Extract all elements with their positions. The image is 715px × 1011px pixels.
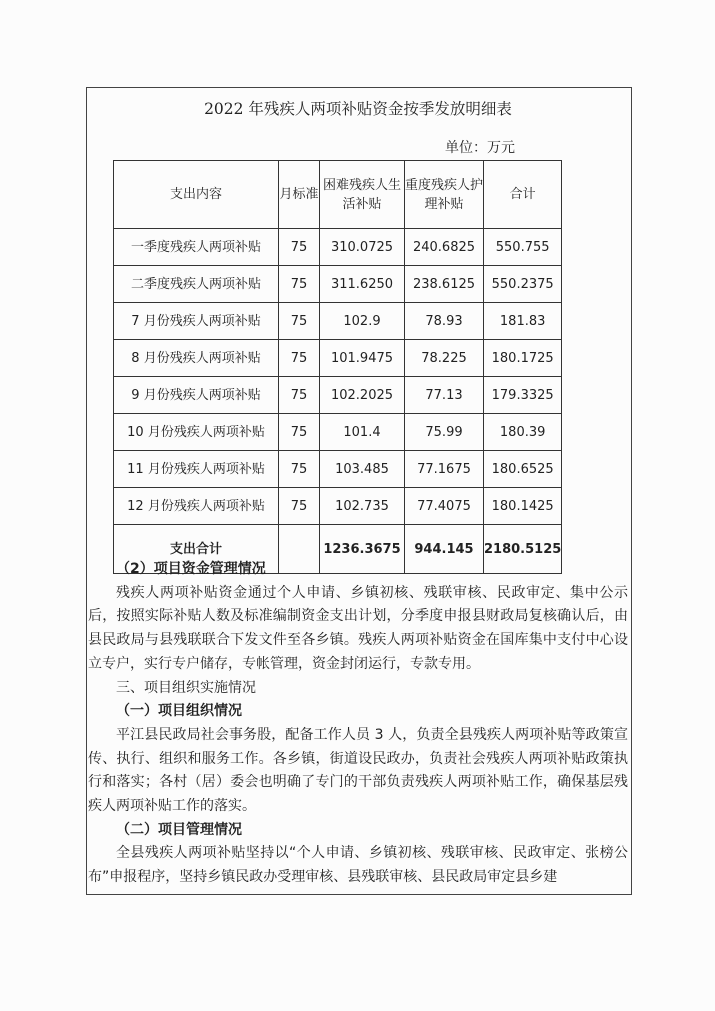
table-row <box>114 340 562 377</box>
table-row <box>114 488 562 525</box>
table-cell: 944.145 <box>405 525 484 574</box>
table-cell: 75 <box>279 303 320 340</box>
table-cell: 550.2375 <box>484 266 562 303</box>
table-cell: 一季度残疾人两项补贴 <box>114 229 279 266</box>
table-cell: 180.6525 <box>484 451 562 488</box>
table-cell: 9 月份残疾人两项补贴 <box>114 377 279 414</box>
table-title: 2022 年残疾人两项补贴资金按季发放明细表 <box>204 100 512 118</box>
table-cell: 8 月份残疾人两项补贴 <box>114 340 279 377</box>
table-row <box>114 229 562 266</box>
table-row <box>114 266 562 303</box>
table-cell: 10 月份残疾人两项补贴 <box>114 414 279 451</box>
table-cell: 78.225 <box>405 340 484 377</box>
table-cell: 75 <box>279 229 320 266</box>
paragraph: 残疾人两项补贴资金通过个人申请、乡镇初核、残联审核、民政审定、集中公示后，按照实际补贴人数及标准编制资金支出计划，分季度申报县财政局复核确认后，由县民政局与县残联联合下发文件至各乡镇。残疾人两项补贴资金在国库集中支付中心设立专户，实行专户储存，专帐管理，资金封闭运行，专款专用。 <box>88 584 628 672</box>
section-heading: （二）项目管理情况 <box>116 821 242 838</box>
table-row <box>114 414 562 451</box>
table-cell: 550.755 <box>484 229 562 266</box>
table-row <box>114 161 562 229</box>
table-cell: 310.0725 <box>320 229 405 266</box>
table-cell: 238.6125 <box>405 266 484 303</box>
table-cell: 75 <box>279 488 320 525</box>
paragraph: 全县残疾人两项补贴坚持以“个人申请、乡镇初核、残联审核、民政审定、张榜公布”申报程序，坚持乡镇民政办受理审核、县残联审核、县民政局审定县乡建 <box>88 845 628 886</box>
table-cell: 77.4075 <box>405 488 484 525</box>
table-cell: 1236.3675 <box>320 525 405 574</box>
table-cell: 75 <box>279 340 320 377</box>
table-cell: 311.6250 <box>320 266 405 303</box>
table-cell: 102.9 <box>320 303 405 340</box>
table-cell: 180.39 <box>484 414 562 451</box>
table-cell: 12 月份残疾人两项补贴 <box>114 488 279 525</box>
table-row <box>114 377 562 414</box>
table-cell: 180.1725 <box>484 340 562 377</box>
table-cell: 101.9475 <box>320 340 405 377</box>
section-heading: （一）项目组织情况 <box>116 703 242 720</box>
table-cell: 180.1425 <box>484 488 562 525</box>
table-cell: 月标准 <box>279 161 320 229</box>
table-cell: 75 <box>279 451 320 488</box>
paragraph: 平江县民政局社会事务股，配备工作人员 3 人，负责全县残疾人两项补贴等政策宣传、执行、组织和服务工作。各乡镇，街道设民政办，负责社会残疾人两项补贴政策执行和落实；各村（居）委会也明确了专门的干部负责残疾人两项补贴工作，确保基层残疾人两项补贴工作的落实。 <box>88 726 628 815</box>
table-cell: 101.4 <box>320 414 405 451</box>
table-row <box>114 303 562 340</box>
table-cell: 支出内容 <box>114 161 279 229</box>
table-cell: 102.2025 <box>320 377 405 414</box>
table-cell: 179.3325 <box>484 377 562 414</box>
table-cell: 75 <box>279 377 320 414</box>
section-heading: （2）项目资金管理情况 <box>116 561 266 577</box>
table-cell: 合计 <box>484 161 562 229</box>
table-cell: 102.735 <box>320 488 405 525</box>
table-cell: 78.93 <box>405 303 484 340</box>
table-cell: 103.485 <box>320 451 405 488</box>
table-cell: 75 <box>279 266 320 303</box>
table-cell: 重度残疾人护理补贴 <box>405 161 484 229</box>
table-cell: 二季度残疾人两项补贴 <box>114 266 279 303</box>
unit-label: 单位：万元 <box>445 140 515 156</box>
table-cell: 77.13 <box>405 377 484 414</box>
table-cell: 7 月份残疾人两项补贴 <box>114 303 279 340</box>
table-cell: 75 <box>279 414 320 451</box>
table-cell: 77.1675 <box>405 451 484 488</box>
table-cell: 11 月份残疾人两项补贴 <box>114 451 279 488</box>
table-cell: 75.99 <box>405 414 484 451</box>
table-cell: 困难残疾人生活补贴 <box>320 161 405 229</box>
table-cell: 2180.5125 <box>484 525 562 574</box>
body-text <box>86 558 630 890</box>
table-row <box>114 451 562 488</box>
table-cell: 181.83 <box>484 303 562 340</box>
table-cell: 支出合计 <box>114 525 279 574</box>
table-cell: 240.6825 <box>405 229 484 266</box>
section-heading: 三、项目组织实施情况 <box>116 679 256 696</box>
subsidy-table <box>113 160 562 574</box>
